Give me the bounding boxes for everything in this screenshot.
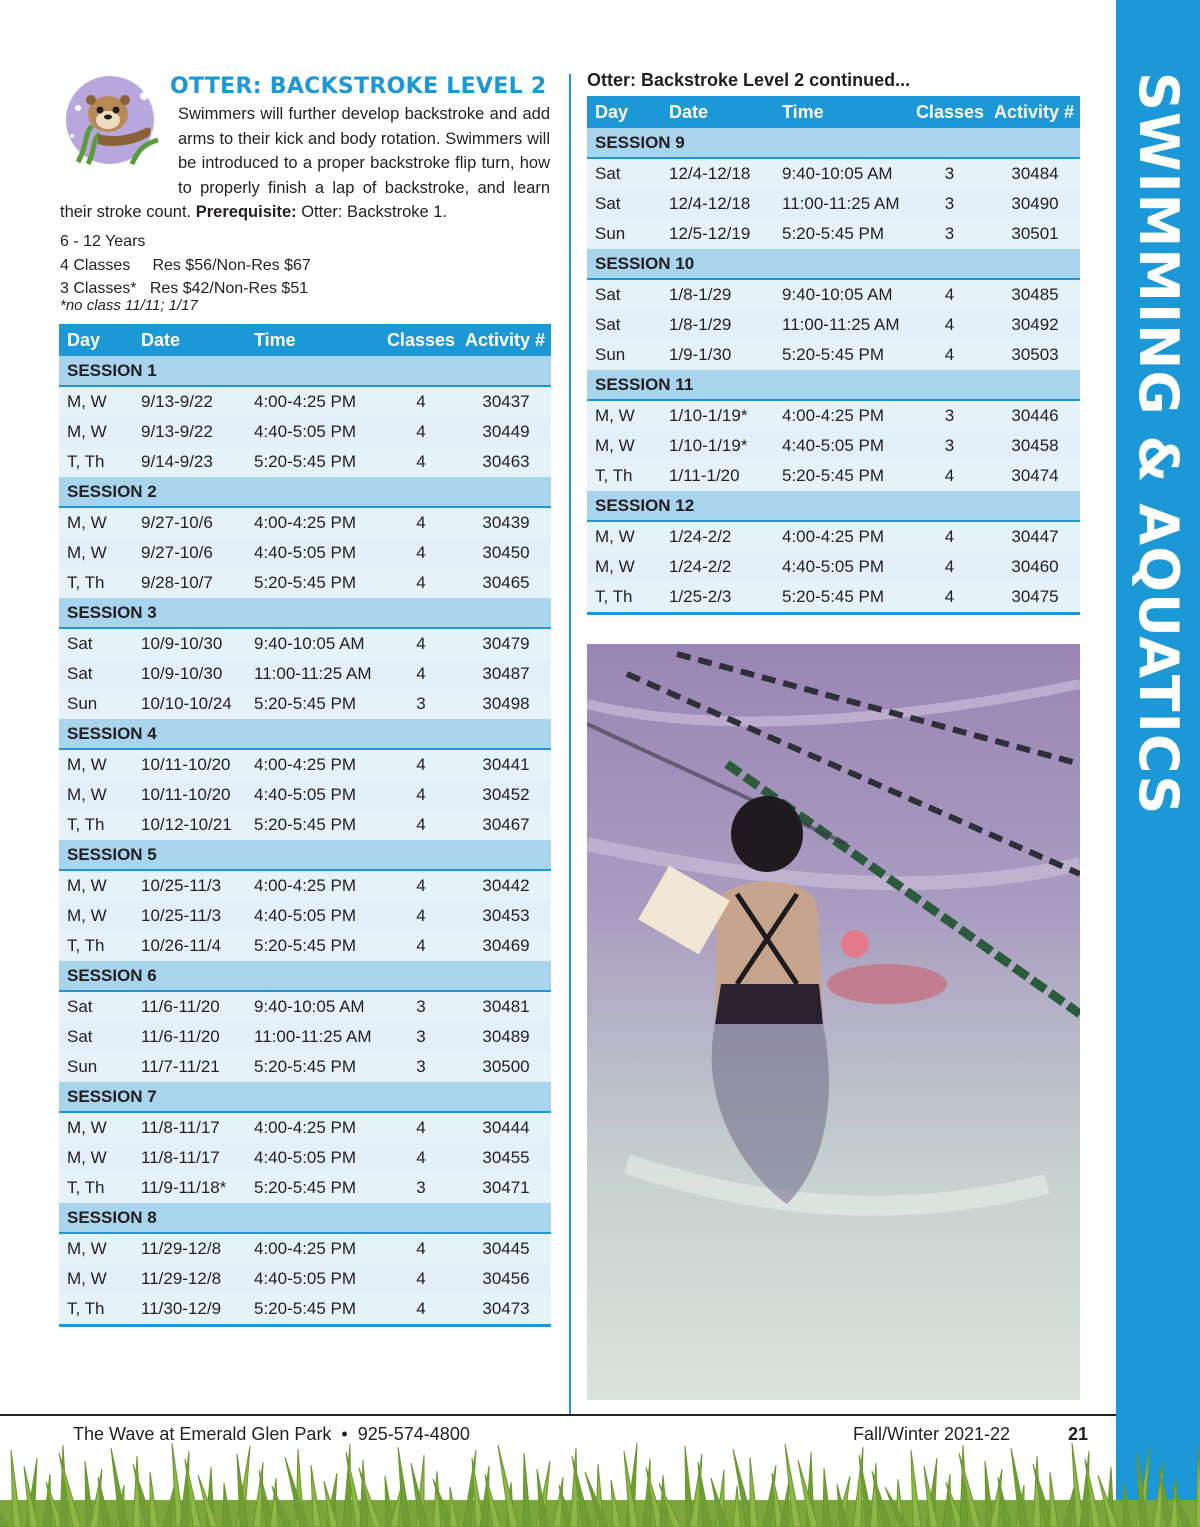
- cell-day: M, W: [59, 417, 133, 447]
- cell-time: 4:00-4:25 PM: [774, 521, 909, 552]
- cell-time: 9:40-10:05 AM: [774, 279, 909, 310]
- age-range: 6 - 12 Years: [60, 233, 146, 250]
- session-label: SESSION 9: [587, 128, 1080, 158]
- cell-time: 5:20-5:45 PM: [246, 447, 381, 477]
- cell-date: 1/10-1/19*: [661, 431, 774, 461]
- cell-classes: 4: [381, 568, 461, 598]
- cell-classes: 3: [909, 219, 990, 249]
- cell-date: 10/9-10/30: [133, 659, 246, 689]
- cell-date: 1/25-2/3: [661, 582, 774, 614]
- cell-activity: 30455: [461, 1143, 551, 1173]
- table-row: [59, 810, 551, 840]
- table-row: [587, 552, 1080, 582]
- cell-classes: 4: [909, 521, 990, 552]
- table-row: [587, 219, 1080, 249]
- schedule-table-right: [587, 96, 1080, 615]
- table-row: [59, 901, 551, 931]
- cell-date: 9/28-10/7: [133, 568, 246, 598]
- table-row: [59, 780, 551, 810]
- cell-date: 11/29-12/8: [133, 1233, 246, 1264]
- table-row: [587, 582, 1080, 614]
- header-classes: Classes: [381, 324, 461, 356]
- cell-activity: 30441: [461, 749, 551, 780]
- cell-time: 4:00-4:25 PM: [246, 1233, 381, 1264]
- cell-date: 12/5-12/19: [661, 219, 774, 249]
- fee-four-classes: 4 Classes Res $56/Non-Res $67: [60, 256, 311, 274]
- session-label: SESSION 12: [587, 491, 1080, 521]
- grass-border: [0, 1440, 1200, 1527]
- cell-classes: 4: [381, 1294, 461, 1326]
- cell-time: 4:00-4:25 PM: [246, 870, 381, 901]
- cell-time: 4:40-5:05 PM: [246, 1143, 381, 1173]
- cell-day: Sun: [587, 340, 661, 370]
- cell-time: 4:40-5:05 PM: [246, 417, 381, 447]
- cell-date: 9/13-9/22: [133, 417, 246, 447]
- table-row: [587, 279, 1080, 310]
- cell-classes: 4: [381, 447, 461, 477]
- cell-activity: 30475: [990, 582, 1080, 614]
- cell-classes: 3: [909, 189, 990, 219]
- cell-classes: 3: [909, 158, 990, 189]
- cell-time: 4:00-4:25 PM: [774, 400, 909, 431]
- cell-day: Sat: [59, 1022, 133, 1052]
- table-row: [59, 1294, 551, 1326]
- cell-date: 1/10-1/19*: [661, 400, 774, 431]
- cell-activity: 30489: [461, 1022, 551, 1052]
- cell-date: 9/27-10/6: [133, 507, 246, 538]
- cell-activity: 30445: [461, 1233, 551, 1264]
- cell-day: M, W: [587, 521, 661, 552]
- no-class-note: *no class 11/11; 1/17: [60, 296, 198, 314]
- cell-date: 10/9-10/30: [133, 628, 246, 659]
- session-header: [59, 840, 551, 870]
- cell-time: 5:20-5:45 PM: [774, 461, 909, 491]
- cell-activity: 30498: [461, 689, 551, 719]
- cell-date: 11/29-12/8: [133, 1264, 246, 1294]
- cell-date: 11/6-11/20: [133, 1022, 246, 1052]
- cell-activity: 30449: [461, 417, 551, 447]
- fee-three-classes: 3 Classes* Res $42/Non-Res $51: [60, 280, 309, 297]
- cell-time: 5:20-5:45 PM: [246, 1052, 381, 1082]
- cell-day: T, Th: [587, 461, 661, 491]
- cell-activity: 30485: [990, 279, 1080, 310]
- session-header: [587, 370, 1080, 400]
- cell-day: T, Th: [59, 810, 133, 840]
- cell-date: 12/4-12/18: [661, 158, 774, 189]
- table-row: [59, 1112, 551, 1143]
- cell-day: T, Th: [59, 568, 133, 598]
- table-row: [59, 628, 551, 659]
- cell-time: 5:20-5:45 PM: [246, 568, 381, 598]
- cell-date: 1/8-1/29: [661, 279, 774, 310]
- cell-activity: 30444: [461, 1112, 551, 1143]
- cell-classes: 4: [909, 582, 990, 614]
- cell-classes: 4: [381, 931, 461, 961]
- table-row: [59, 447, 551, 477]
- cell-day: M, W: [59, 507, 133, 538]
- cell-date: 11/8-11/17: [133, 1143, 246, 1173]
- cell-date: 1/24-2/2: [661, 552, 774, 582]
- cell-day: Sun: [59, 1052, 133, 1082]
- cell-classes: 4: [381, 1233, 461, 1264]
- cell-activity: 30492: [990, 310, 1080, 340]
- cell-time: 4:40-5:05 PM: [774, 552, 909, 582]
- cell-time: 4:00-4:25 PM: [246, 1112, 381, 1143]
- cell-activity: 30437: [461, 386, 551, 417]
- cell-time: 5:20-5:45 PM: [774, 219, 909, 249]
- session-label: SESSION 3: [59, 598, 551, 628]
- table-row: [59, 1143, 551, 1173]
- session-label: SESSION 6: [59, 961, 551, 991]
- cell-day: M, W: [59, 538, 133, 568]
- cell-time: 4:40-5:05 PM: [774, 431, 909, 461]
- header-time: Time: [246, 324, 381, 356]
- cell-activity: 30481: [461, 991, 551, 1022]
- cell-date: 9/27-10/6: [133, 538, 246, 568]
- cell-classes: 4: [381, 538, 461, 568]
- header-day: Day: [587, 96, 661, 128]
- cell-classes: 4: [381, 810, 461, 840]
- cell-activity: 30453: [461, 901, 551, 931]
- session-header: [587, 249, 1080, 279]
- cell-day: T, Th: [59, 447, 133, 477]
- cell-time: 9:40-10:05 AM: [774, 158, 909, 189]
- cell-activity: 30456: [461, 1264, 551, 1294]
- cell-day: Sat: [587, 279, 661, 310]
- cell-classes: 4: [381, 901, 461, 931]
- cell-day: Sat: [59, 659, 133, 689]
- table-row: [587, 461, 1080, 491]
- table-row: [587, 400, 1080, 431]
- cell-classes: 4: [381, 1112, 461, 1143]
- cell-classes: 4: [381, 417, 461, 447]
- cell-time: 4:00-4:25 PM: [246, 507, 381, 538]
- table-row: [59, 538, 551, 568]
- session-label: SESSION 5: [59, 840, 551, 870]
- session-header: [59, 356, 551, 386]
- session-header: [59, 1082, 551, 1112]
- cell-day: M, W: [59, 386, 133, 417]
- cell-day: Sat: [587, 189, 661, 219]
- cell-activity: 30469: [461, 931, 551, 961]
- table-row: [59, 386, 551, 417]
- cell-day: T, Th: [587, 582, 661, 614]
- cell-date: 12/4-12/18: [661, 189, 774, 219]
- cell-activity: 30479: [461, 628, 551, 659]
- cell-date: 1/8-1/29: [661, 310, 774, 340]
- cell-time: 9:40-10:05 AM: [246, 628, 381, 659]
- table-row: [587, 340, 1080, 370]
- cell-classes: 4: [381, 780, 461, 810]
- class-description: [60, 102, 550, 225]
- schedule-table-left: [59, 324, 551, 1327]
- cell-classes: 4: [909, 461, 990, 491]
- cell-day: T, Th: [59, 931, 133, 961]
- cell-activity: 30452: [461, 780, 551, 810]
- cell-day: M, W: [59, 749, 133, 780]
- cell-day: M, W: [59, 901, 133, 931]
- cell-classes: 4: [381, 1143, 461, 1173]
- table-row: [587, 521, 1080, 552]
- cell-time: 9:40-10:05 AM: [246, 991, 381, 1022]
- cell-activity: 30463: [461, 447, 551, 477]
- cell-day: M, W: [59, 1112, 133, 1143]
- session-label: SESSION 1: [59, 356, 551, 386]
- cell-activity: 30484: [990, 158, 1080, 189]
- cell-classes: 4: [381, 1264, 461, 1294]
- cell-date: 10/10-10/24: [133, 689, 246, 719]
- cell-day: T, Th: [59, 1294, 133, 1326]
- footer-venue: The Wave at Emerald Glen Park • 925-574-4800: [73, 1424, 470, 1444]
- cell-date: 11/7-11/21: [133, 1052, 246, 1082]
- cell-classes: 4: [909, 552, 990, 582]
- session-header: [59, 1203, 551, 1233]
- section-banner: [1116, 0, 1200, 1527]
- header-date: Date: [661, 96, 774, 128]
- cell-activity: 30474: [990, 461, 1080, 491]
- header-date: Date: [133, 324, 246, 356]
- cell-classes: 4: [381, 628, 461, 659]
- footer-rule: [0, 1414, 1116, 1416]
- cell-time: 4:40-5:05 PM: [246, 780, 381, 810]
- cell-classes: 4: [909, 340, 990, 370]
- cell-classes: 3: [381, 689, 461, 719]
- cell-day: M, W: [587, 431, 661, 461]
- header-day: Day: [59, 324, 133, 356]
- table-row: [59, 931, 551, 961]
- cell-day: M, W: [587, 552, 661, 582]
- cell-time: 4:40-5:05 PM: [246, 1264, 381, 1294]
- cell-time: 4:40-5:05 PM: [246, 901, 381, 931]
- cell-time: 5:20-5:45 PM: [246, 1294, 381, 1326]
- cell-activity: 30439: [461, 507, 551, 538]
- session-label: SESSION 11: [587, 370, 1080, 400]
- cell-time: 11:00-11:25 AM: [774, 189, 909, 219]
- table-header: [587, 96, 1080, 128]
- cell-time: 11:00-11:25 AM: [246, 1022, 381, 1052]
- cell-classes: 4: [381, 870, 461, 901]
- cell-time: 4:40-5:05 PM: [246, 538, 381, 568]
- cell-activity: 30503: [990, 340, 1080, 370]
- cell-activity: 30460: [990, 552, 1080, 582]
- table-row: [59, 1052, 551, 1082]
- table-row: [59, 870, 551, 901]
- cell-time: 4:00-4:25 PM: [246, 386, 381, 417]
- cell-time: 5:20-5:45 PM: [774, 340, 909, 370]
- session-label: SESSION 2: [59, 477, 551, 507]
- cell-activity: 30487: [461, 659, 551, 689]
- column-divider: [569, 74, 571, 1414]
- cell-classes: 3: [381, 1052, 461, 1082]
- cell-day: M, W: [59, 780, 133, 810]
- cell-day: Sun: [587, 219, 661, 249]
- table-row: [59, 1233, 551, 1264]
- cell-classes: 4: [381, 386, 461, 417]
- page-number: 21: [1068, 1424, 1089, 1444]
- cell-classes: 4: [381, 659, 461, 689]
- cell-time: 11:00-11:25 AM: [774, 310, 909, 340]
- cell-date: 1/11-1/20: [661, 461, 774, 491]
- cell-classes: 3: [381, 1173, 461, 1203]
- pool-lesson-photo: [587, 644, 1080, 1400]
- cell-time: 5:20-5:45 PM: [246, 689, 381, 719]
- session-label: SESSION 7: [59, 1082, 551, 1112]
- table-row: [587, 158, 1080, 189]
- cell-classes: 3: [381, 1022, 461, 1052]
- footer-season: Fall/Winter 2021-22: [853, 1424, 1011, 1444]
- session-label: SESSION 10: [587, 249, 1080, 279]
- cell-date: 10/11-10/20: [133, 749, 246, 780]
- cell-day: M, W: [59, 1233, 133, 1264]
- table-row: [587, 189, 1080, 219]
- continued-title: Otter: Backstroke Level 2 continued...: [587, 70, 911, 90]
- cell-activity: 30442: [461, 870, 551, 901]
- session-header: [59, 961, 551, 991]
- cell-date: 11/8-11/17: [133, 1112, 246, 1143]
- session-header: [587, 491, 1080, 521]
- cell-time: 11:00-11:25 AM: [246, 659, 381, 689]
- cell-day: Sat: [59, 628, 133, 659]
- table-row: [59, 568, 551, 598]
- cell-activity: 30446: [990, 400, 1080, 431]
- header-activity: Activity #: [461, 324, 551, 356]
- cell-date: 10/25-11/3: [133, 870, 246, 901]
- table-row: [59, 991, 551, 1022]
- cell-date: 11/9-11/18*: [133, 1173, 246, 1203]
- cell-date: 1/9-1/30: [661, 340, 774, 370]
- schedule-body-left: [59, 356, 551, 1326]
- cell-day: M, W: [59, 1264, 133, 1294]
- header-classes: Classes: [909, 96, 990, 128]
- cell-date: 10/11-10/20: [133, 780, 246, 810]
- table-row: [59, 689, 551, 719]
- cell-activity: 30467: [461, 810, 551, 840]
- section-banner-text: SWIMMING & AQUATICS: [1127, 72, 1190, 816]
- cell-date: 11/6-11/20: [133, 991, 246, 1022]
- table-row: [59, 659, 551, 689]
- cell-classes: 3: [909, 431, 990, 461]
- cell-day: T, Th: [59, 1173, 133, 1203]
- cell-date: 1/24-2/2: [661, 521, 774, 552]
- cell-activity: 30473: [461, 1294, 551, 1326]
- table-row: [587, 310, 1080, 340]
- session-header: [59, 477, 551, 507]
- cell-activity: 30500: [461, 1052, 551, 1082]
- session-label: SESSION 4: [59, 719, 551, 749]
- cell-activity: 30465: [461, 568, 551, 598]
- cell-day: Sat: [587, 158, 661, 189]
- cell-time: 5:20-5:45 PM: [246, 931, 381, 961]
- cell-classes: 4: [381, 507, 461, 538]
- cell-classes: 3: [381, 991, 461, 1022]
- cell-date: 9/13-9/22: [133, 386, 246, 417]
- cell-day: M, W: [59, 1143, 133, 1173]
- cell-classes: 4: [909, 279, 990, 310]
- cell-classes: 3: [909, 400, 990, 431]
- class-meta: [60, 230, 550, 314]
- cell-day: Sun: [59, 689, 133, 719]
- cell-day: M, W: [59, 870, 133, 901]
- cell-date: 10/12-10/21: [133, 810, 246, 840]
- header-time: Time: [774, 96, 909, 128]
- session-label: SESSION 8: [59, 1203, 551, 1233]
- cell-day: Sat: [59, 991, 133, 1022]
- cell-activity: 30458: [990, 431, 1080, 461]
- table-row: [59, 417, 551, 447]
- table-row: [587, 431, 1080, 461]
- class-title: OTTER: BACKSTROKE LEVEL 2: [170, 74, 547, 99]
- header-activity: Activity #: [990, 96, 1080, 128]
- cell-date: 9/14-9/23: [133, 447, 246, 477]
- prerequisite-value: Otter: Backstroke 1.: [301, 203, 448, 221]
- cell-date: 11/30-12/9: [133, 1294, 246, 1326]
- cell-time: 5:20-5:45 PM: [774, 582, 909, 614]
- prerequisite-label: Prerequisite:: [195, 203, 297, 221]
- cell-classes: 4: [909, 310, 990, 340]
- schedule-body-right: [587, 128, 1080, 614]
- session-header: [59, 598, 551, 628]
- cell-activity: 30490: [990, 189, 1080, 219]
- table-row: [59, 1022, 551, 1052]
- table-row: [59, 507, 551, 538]
- table-row: [59, 749, 551, 780]
- cell-time: 4:00-4:25 PM: [246, 749, 381, 780]
- cell-activity: 30447: [990, 521, 1080, 552]
- cell-day: Sat: [587, 310, 661, 340]
- table-header: [59, 324, 551, 356]
- cell-day: M, W: [587, 400, 661, 431]
- cell-date: 10/25-11/3: [133, 901, 246, 931]
- cell-activity: 30501: [990, 219, 1080, 249]
- cell-classes: 4: [381, 749, 461, 780]
- cell-activity: 30471: [461, 1173, 551, 1203]
- table-row: [59, 1264, 551, 1294]
- session-header: [59, 719, 551, 749]
- cell-activity: 30450: [461, 538, 551, 568]
- cell-date: 10/26-11/4: [133, 931, 246, 961]
- cell-time: 5:20-5:45 PM: [246, 1173, 381, 1203]
- cell-time: 5:20-5:45 PM: [246, 810, 381, 840]
- session-header: [587, 128, 1080, 158]
- table-row: [59, 1173, 551, 1203]
- description-body: Swimmers will further develop backstroke and add arms to their kick and body rotation. Swimmers will be introduced to a proper backstroke flip turn, how to properly finish a lap of backstroke, and learn their stroke count.: [60, 105, 550, 221]
